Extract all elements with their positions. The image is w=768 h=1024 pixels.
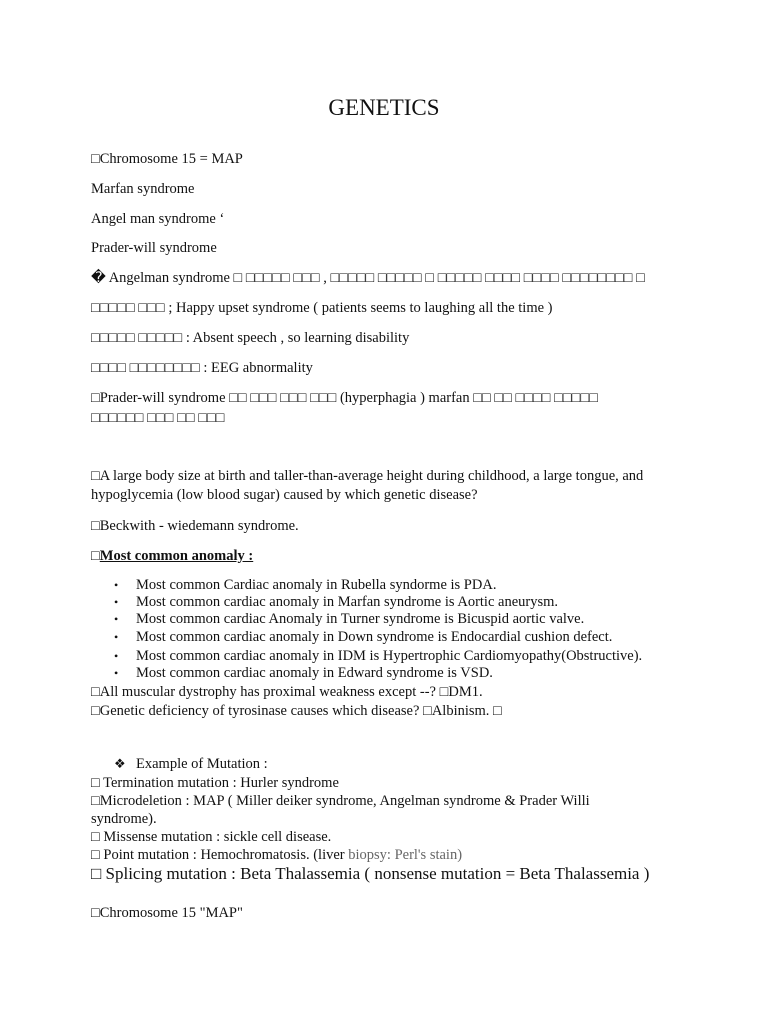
question-line: □Genetic deficiency of tyrosinase causes which disease? □Albinism. □ [91,703,502,719]
list-item [114,665,493,682]
mutation-line: □ Termination mutation : Hurler syndrome [91,775,339,791]
section-heading [91,547,253,565]
mutation-note: biopsy: Perl's stain) [348,847,463,863]
bullet-icon: • [114,578,119,592]
text-line: □Chromosome 15 = MAP [91,151,243,167]
list-item-text: Most common cardiac anomaly in IDM is Hypertrophic Cardiomyopathy(Obstructive). [136,648,643,664]
text-line: □□□□□ □□□ ; Happy upset syndrome ( patients seems to laughing all the time ) [91,300,553,316]
question-line: □All muscular dystrophy has proximal weakness except --? □DM1. [91,684,483,700]
text-line: □Chromosome 15 "MAP" [91,905,243,921]
text-line: Marfan syndrome [91,181,195,197]
list-item-text: Most common cardiac Anomaly in Turner syndrome is Bicuspid aortic valve. [136,611,585,627]
bullet-icon: • [114,595,119,609]
list-item [114,611,584,628]
text-line: � Angelman syndrome □ □□□□□ □□□ , □□□□□ □□□□□ □ □□□□□ □□□□ □□□□ □□□□□□□□ □ [91,270,645,286]
text-line: □Prader-will syndrome □□ □□□ □□□ □□□ (hyperphagia ) marfan □□ □□ □□□□ □□□□□ [91,390,598,406]
text-line: □□□□□ □□□□□ : Absent speech , so learning disability [91,330,410,346]
text-line: Prader-will syndrome [91,240,217,256]
mutation-line: □ Splicing mutation : Beta Thalassemia ( nonsense mutation = Beta Thalassemia ) [91,864,650,883]
list-item-text: Most common cardiac anomaly in Edward syndrome is VSD. [136,665,493,681]
mutation-line: □Microdeletion : MAP ( Miller deiker syndrome, Angelman syndrome & Prader Willi syndrome). [91,793,590,827]
bullet-icon: • [114,666,119,680]
list-item-text: Most common cardiac anomaly in Marfan syndrome is Aortic aneurysm. [136,594,559,610]
bullet-icon: • [114,612,119,626]
list-item-text: Most common Cardiac anomaly in Rubella syndorme is PDA. [136,577,497,593]
mutation-text: □ Point mutation : Hemochromatosis. (liver [91,847,349,863]
list-item-text: Most common cardiac anomaly in Down syndrome is Endocardial cushion defect. [136,629,613,645]
page-title: GENETICS [328,95,440,120]
bullet-icon: • [114,649,119,663]
heading-prefix: □ [91,548,100,564]
text-line: □□□□ □□□□□□□□ : EEG abnormality [91,360,313,376]
list-item [114,594,558,611]
heading-text: Most common anomaly : [99,548,254,564]
list-item [114,577,496,594]
list-item [114,648,642,665]
diamond-bullet-icon: ❖ [114,756,126,771]
question-paragraph: □A large body size at birth and taller-than-average height during childhood, a large tongue, and hypoglycemia (low blood sugar) caused by which genetic disease? [91,468,644,503]
mutation-line [91,846,462,864]
mutation-heading [114,756,268,773]
text-line: □□□□□□ □□□ □□ □□□ [91,410,225,426]
text-line: Angel man syndrome ‘ [91,211,225,227]
mutation-heading-text: Example of Mutation : [136,756,268,772]
bullet-icon: • [114,630,119,644]
mutation-line: □ Missense mutation : sickle cell disease. [91,829,332,845]
list-item [114,629,612,646]
answer-line: □Beckwith - wiedemann syndrome. [91,518,299,534]
